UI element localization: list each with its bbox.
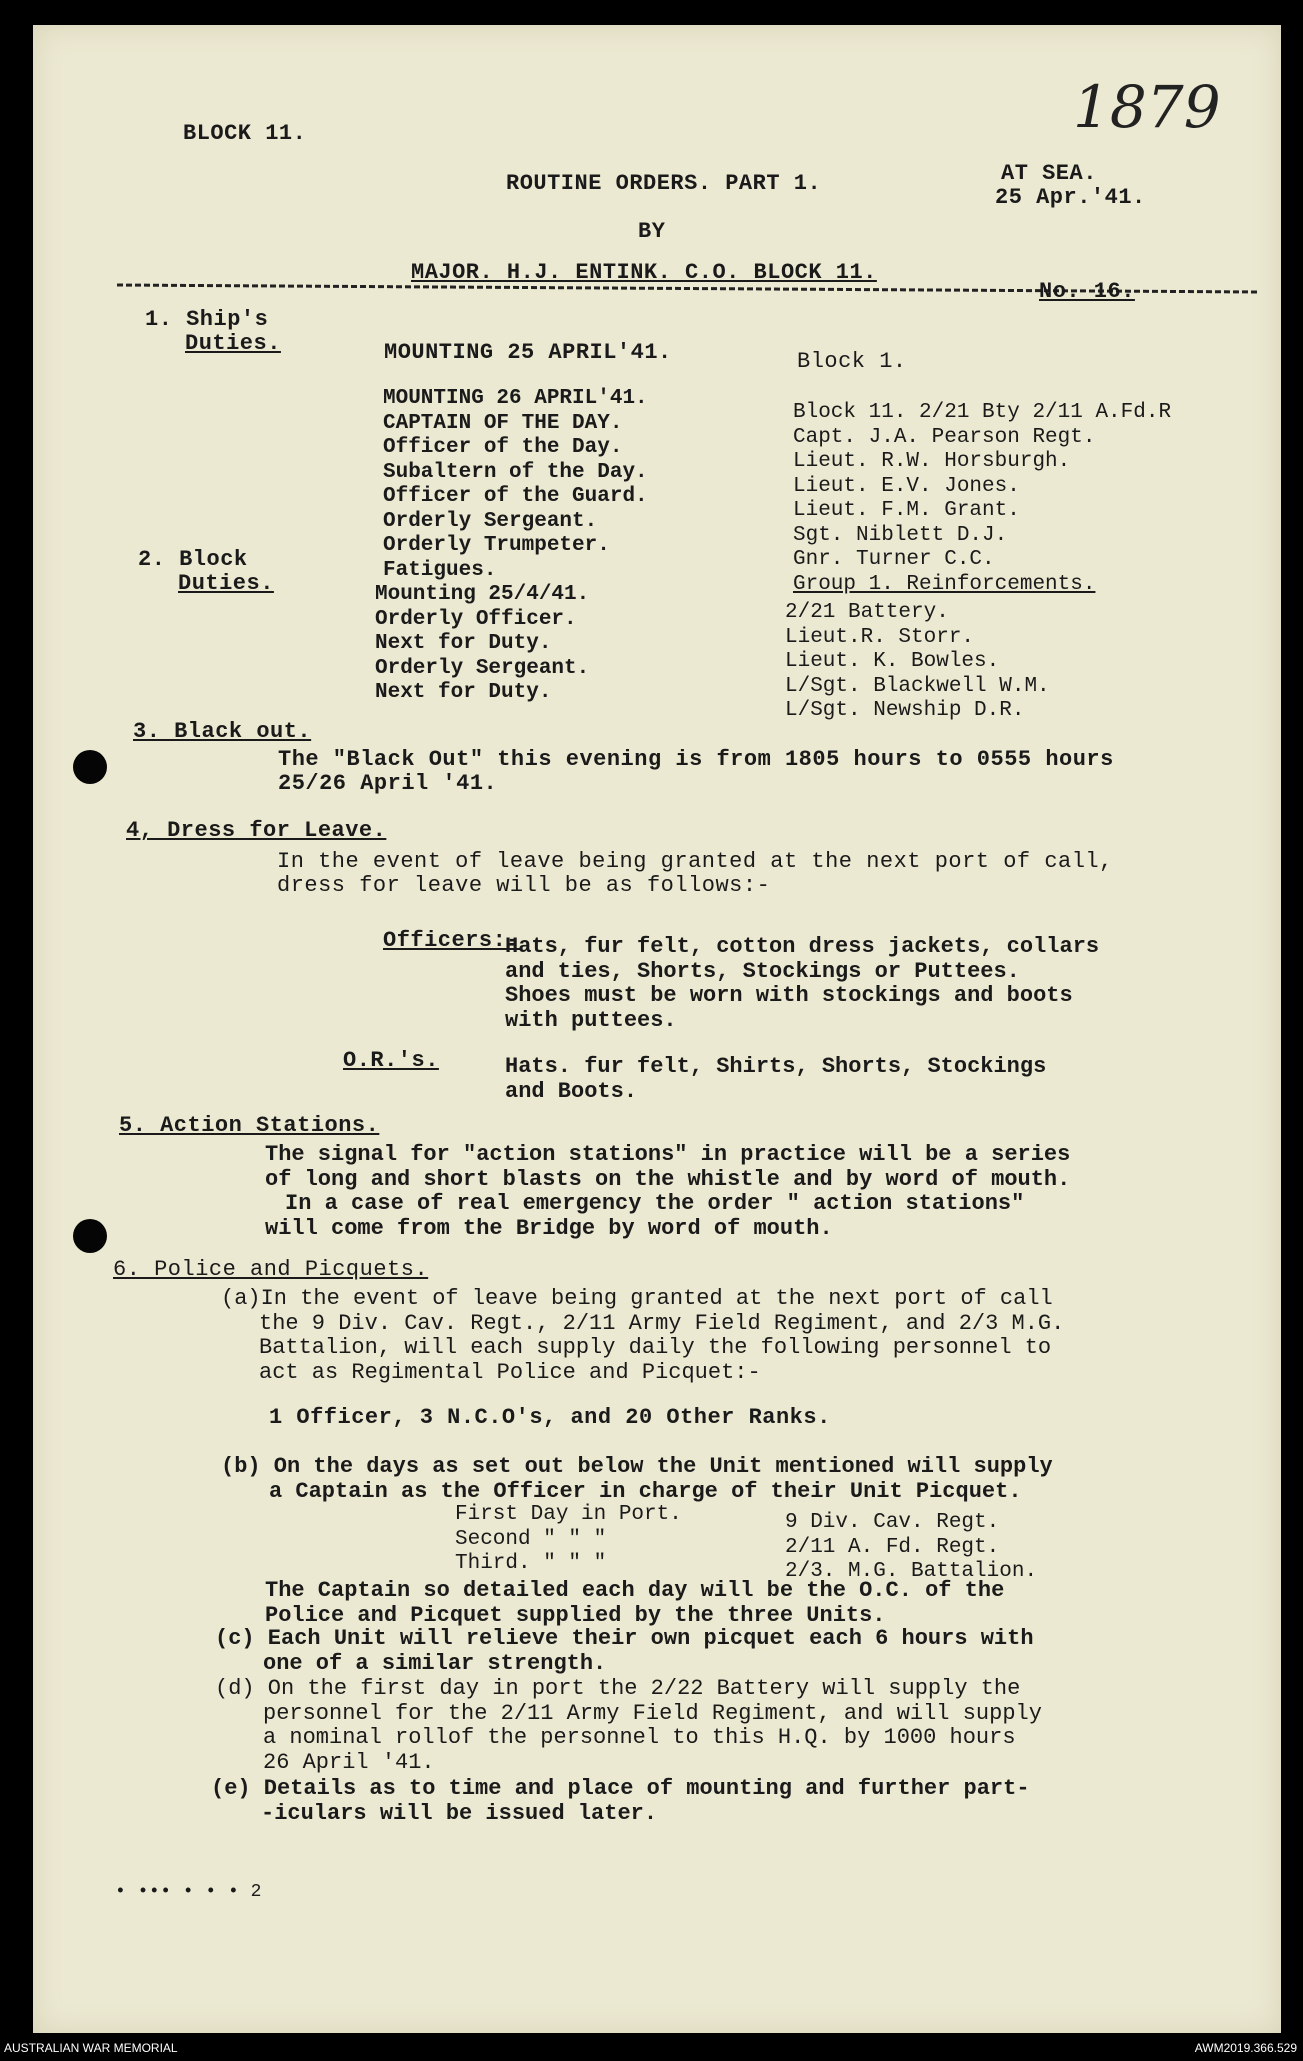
duty-value: 2/21 Battery. — [785, 601, 949, 624]
dress-line: Hats. fur felt, Shirts, Shorts, Stockings — [505, 1054, 1047, 1079]
duty-label: Subaltern of the Day. — [383, 460, 648, 484]
at-sea: AT SEA. — [1001, 161, 1097, 186]
dress-line: Hats, fur felt, cotton dress jackets, collars — [505, 934, 1100, 959]
text-line: act as Regimental Police and Picquet:- — [259, 1359, 761, 1385]
duty-value: Lieut. F.M. Grant. — [793, 499, 1020, 522]
archive-id: AWM2019.366.529 — [1194, 2041, 1297, 2055]
duty-label: Orderly Officer. — [375, 607, 577, 631]
text-line: the 9 Div. Cav. Regt., 2/11 Army Field Regiment, and 2/3 M.G. — [259, 1310, 1065, 1336]
blackout-text: The "Black Out" this evening is from 1805 hours to 0555 hours — [278, 747, 1114, 772]
text-line: (c) Each Unit will relieve their own picquet each 6 hours with — [215, 1626, 1034, 1651]
duty-value: L/Sgt. Blackwell W.M. — [785, 674, 1050, 698]
section-5-heading: 5. Action Stations. — [119, 1113, 380, 1138]
duty-value: Sgt. Niblett D.J. — [793, 523, 1008, 547]
punch-hole — [73, 1219, 107, 1253]
text-line: The Captain so detailed each day will be the O.C. of the — [265, 1578, 1005, 1603]
text-line: a nominal rollof the personnel to this H.Q. by 1000 hours — [263, 1725, 1016, 1750]
handwritten-annotation: 1879 — [1073, 73, 1221, 141]
dress-line: Shoes must be worn with stockings and boots — [505, 983, 1073, 1008]
by-label: BY — [638, 219, 666, 244]
duty-value: Capt. J.A. Pearson Regt. — [793, 425, 1096, 449]
police-b — [221, 1455, 1053, 1504]
schedule-unit: 9 Div. Cav. Regt. — [785, 1511, 1000, 1534]
police-b2 — [265, 1579, 1004, 1628]
text-line: Police and Picquet supplied by the three Units. — [265, 1602, 886, 1628]
block-duties-left — [375, 583, 589, 706]
police-a — [221, 1287, 1064, 1385]
schedule-unit: 2/11 A. Fd. Regt. — [785, 1535, 1000, 1559]
duty-value: L/Sgt. Newship D.R. — [785, 699, 1025, 722]
section-2-heading: 2. Block — [138, 547, 248, 572]
blackout-text: 25/26 April '41. — [278, 771, 498, 796]
section-1-heading: 1. Ship's — [145, 307, 269, 332]
ship-duties-right — [793, 401, 1171, 597]
punch-hole — [73, 750, 107, 784]
duty-value: Lieut. R.W. Horsburgh. — [793, 450, 1071, 473]
duty-label: Next for Duty. — [375, 681, 552, 704]
schedule-day: First Day in Port. — [455, 1503, 682, 1526]
text-line: will come from the Bridge by word of mouth. — [265, 1215, 833, 1241]
police-c — [215, 1627, 1034, 1676]
duty-value: Gnr. Turner C.C. — [793, 548, 995, 571]
dress-intro: In the event of leave being granted at the next port of call, — [277, 849, 1113, 874]
text-line: a Captain as the Officer in charge of their Unit Picquet. — [269, 1478, 1022, 1504]
section-3-heading: 3. Black out. — [133, 719, 312, 744]
dress-intro: dress for leave will be as follows:- — [277, 873, 771, 898]
mounting-25-value: Block 1. — [797, 349, 907, 374]
duty-label: Next for Duty. — [375, 632, 552, 655]
duty-value: Lieut. E.V. Jones. — [793, 474, 1020, 498]
police-e — [211, 1777, 1030, 1826]
text-line: In a case of real emergency the order " action stations" — [285, 1191, 1025, 1216]
text-line: -iculars will be issued later. — [261, 1800, 658, 1826]
page-trailer-marks: • ••• • • • 2 — [115, 1882, 262, 1902]
block-number: BLOCK 11. — [183, 121, 307, 146]
dress-line: and Boots. — [505, 1078, 638, 1104]
dress-line: with puttees. — [505, 1007, 677, 1033]
duty-label: Officer of the Guard. — [383, 485, 648, 508]
order-number: No. 16. — [1039, 279, 1135, 304]
commanding-officer: MAJOR. H.J. ENTINK. C.O. BLOCK 11. — [411, 260, 877, 285]
schedule-unit: 2/3. M.G. Battalion. — [785, 1560, 1038, 1583]
duty-value: Block 11. 2/21 Bty 2/11 A.Fd.R — [793, 401, 1172, 424]
text-line: one of a similar strength. — [263, 1650, 607, 1676]
section-4-heading: 4, Dress for Leave. — [126, 818, 387, 843]
picquet-strength: 1 Officer, 3 N.C.O's, and 20 Other Ranks. — [269, 1405, 831, 1430]
section-1-heading-2: Duties. — [185, 331, 281, 356]
document-page — [33, 25, 1281, 2033]
duty-label: Orderly Trumpeter. — [383, 534, 610, 557]
duty-label: Officer of the Day. — [383, 436, 623, 459]
officers-dress — [505, 935, 1099, 1033]
officers-label: Officers:- — [383, 928, 521, 953]
text-line: (e) Details as to time and place of mounting and further part- — [211, 1776, 1030, 1801]
police-d — [215, 1677, 1042, 1775]
text-line: (d) On the first day in port the 2/22 Battery will supply the — [215, 1676, 1021, 1701]
action-stations-text — [265, 1143, 1070, 1241]
archive-footer — [0, 2037, 1303, 2061]
document-title: ROUTINE ORDERS. PART 1. — [506, 171, 822, 196]
duty-label: MOUNTING 26 APRIL'41. — [383, 387, 648, 410]
duty-label: Orderly Sergeant. — [375, 656, 590, 680]
duty-label: Fatigues. — [383, 558, 497, 582]
duty-label: Mounting 25/4/41. — [375, 583, 590, 606]
text-line: (b) On the days as set out below the Unit mentioned will supply — [221, 1454, 1053, 1479]
text-line: of long and short blasts on the whistle and by word of mouth. — [265, 1166, 1071, 1192]
document-date: 25 Apr.'41. — [995, 185, 1146, 210]
ors-label: O.R.'s. — [343, 1048, 439, 1073]
section-6-heading: 6. Police and Picquets. — [113, 1257, 429, 1282]
schedule-day: Second " " " — [455, 1527, 607, 1551]
mounting-25-label: MOUNTING 25 APRIL'41. — [384, 340, 672, 365]
picquet-units — [785, 1511, 1037, 1585]
ors-dress — [505, 1055, 1046, 1104]
text-line: The signal for "action stations" in practice will be a series — [265, 1142, 1071, 1167]
section-2-heading-2: Duties. — [178, 571, 274, 596]
schedule-day: Third. " " " — [455, 1552, 607, 1575]
text-line: 26 April '41. — [263, 1749, 435, 1775]
text-line: personnel for the 2/11 Army Field Regiment, and will supply — [263, 1700, 1042, 1726]
ship-duties-left — [383, 387, 648, 583]
duty-label: Orderly Sergeant. — [383, 509, 598, 533]
duty-value: Lieut.R. Storr. — [785, 625, 975, 649]
duty-value: Group 1. Reinforcements. — [793, 572, 1096, 596]
text-line: Battalion, will each supply daily the following personnel to — [259, 1335, 1052, 1360]
dress-line: and ties, Shorts, Stockings or Puttees. — [505, 958, 1020, 984]
archive-name: AUSTRALIAN WAR MEMORIAL — [4, 2041, 178, 2055]
duty-value: Lieut. K. Bowles. — [785, 650, 1000, 673]
duty-label: CAPTAIN OF THE DAY. — [383, 411, 623, 435]
text-line: (a)In the event of leave being granted at the next port of call — [221, 1286, 1053, 1311]
block-duties-right — [785, 601, 1050, 724]
picquet-schedule — [455, 1503, 682, 1577]
